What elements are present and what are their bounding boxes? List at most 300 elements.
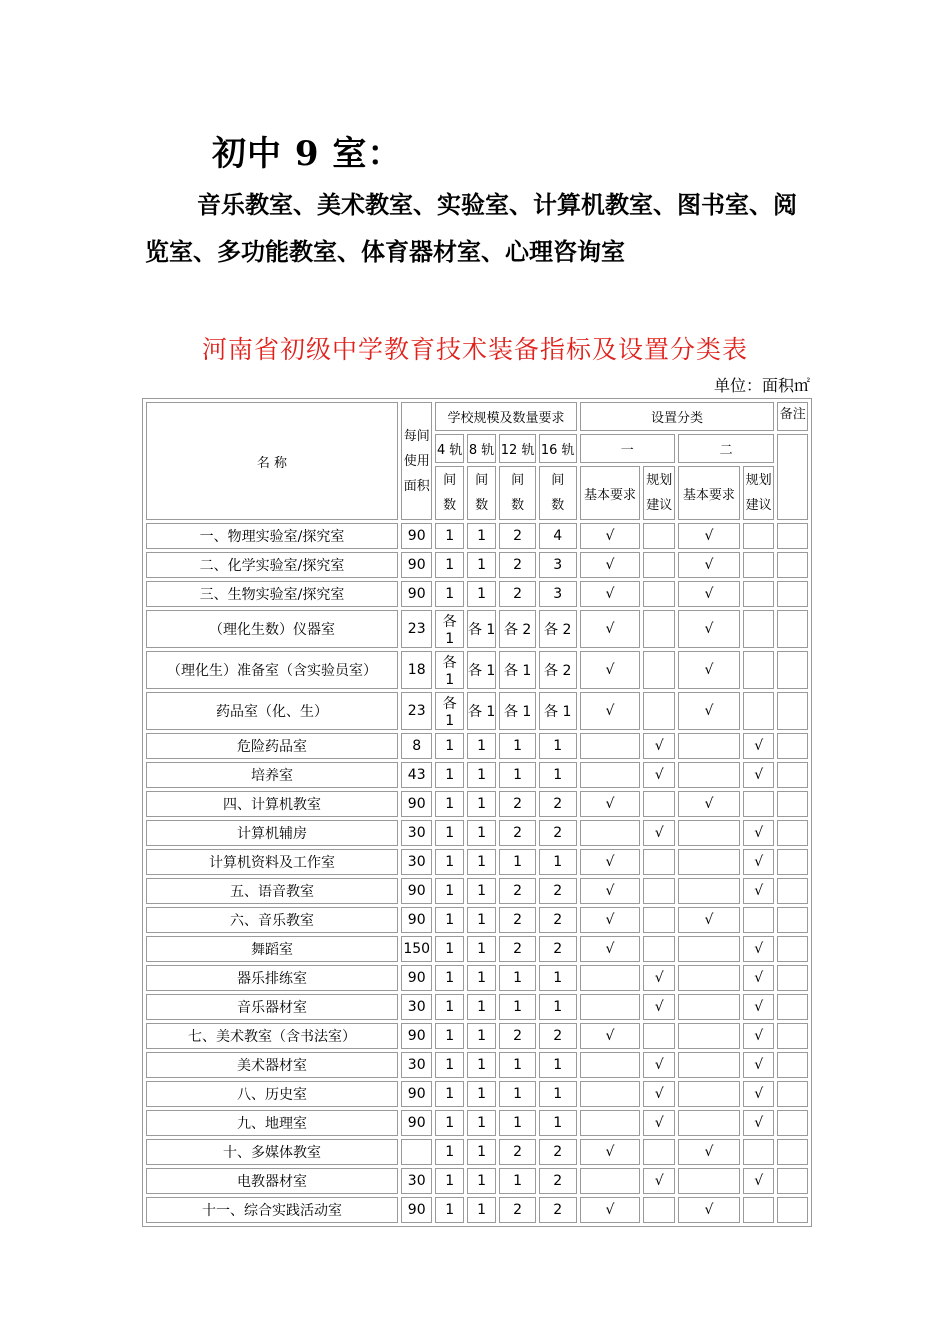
cell-4-tracks: 1 [435,733,463,759]
cell-remark [777,1110,808,1136]
cell-cat2-plan [743,523,775,549]
cell-cat1-basic [580,994,641,1020]
cell-area: 23 [401,692,432,730]
cell-cat1-plan [643,523,674,549]
cell-4-tracks: 各 1 [435,610,463,648]
plan-label-line2: 建议 [745,498,772,513]
cell-cat1-plan: √ [643,1110,674,1136]
cell-16-tracks: 2 [539,1139,577,1165]
table-row [146,733,808,759]
cell-8-tracks: 1 [467,523,496,549]
cell-16-tracks: 1 [539,1052,577,1078]
shu-label: 数 [551,498,565,513]
cell-cat2-basic [678,965,740,991]
cell-room-name: 舞蹈室 [146,936,398,962]
col-header-area [401,402,432,520]
col-header-area-line3: 面积 [403,478,430,494]
cell-remark [777,1197,808,1223]
cell-remark [777,936,808,962]
cell-remark [777,581,808,607]
cell-8-tracks: 1 [467,762,496,788]
table-row [146,581,808,607]
cell-4-tracks: 各 1 [435,651,463,689]
cell-area: 90 [401,1023,432,1049]
cell-cat1-basic: √ [580,692,641,730]
cell-cat1-basic: √ [580,878,641,904]
table-row [146,1052,808,1078]
cell-room-name: 计算机辅房 [146,820,398,846]
cell-cat1-basic: √ [580,581,641,607]
cell-cat1-plan [643,1023,674,1049]
table-row [146,1168,808,1194]
plan-label-line2: 建议 [646,498,673,513]
cell-4-tracks: 1 [435,820,463,846]
cell-cat1-basic: √ [580,1139,641,1165]
cell-area: 18 [401,651,432,689]
cell-cat1-plan [643,1139,674,1165]
cell-cat1-plan [643,610,674,648]
cell-remark [777,1023,808,1049]
cell-cat2-plan [743,651,775,689]
cell-16-tracks: 3 [539,552,577,578]
cell-cat1-basic [580,1081,641,1107]
table-row [146,523,808,549]
cell-cat1-basic [580,762,641,788]
table-row [146,791,808,817]
cell-room-name: 培养室 [146,762,398,788]
cell-cat2-basic: √ [678,692,740,730]
cell-12-tracks: 1 [499,1052,536,1078]
cell-area: 90 [401,552,432,578]
col-header-12-count [499,466,536,520]
cell-cat2-basic: √ [678,907,740,933]
cell-8-tracks: 1 [467,965,496,991]
cell-12-tracks: 2 [499,878,536,904]
cell-cat2-plan: √ [743,965,775,991]
cell-16-tracks: 各 1 [539,692,577,730]
cell-cat2-plan: √ [743,1081,775,1107]
cell-8-tracks: 1 [467,791,496,817]
cell-cat2-plan: √ [743,1052,775,1078]
cell-cat2-basic [678,820,740,846]
col-header-remark-spacer [777,434,808,520]
cell-remark [777,1168,808,1194]
table-row [146,820,808,846]
cell-8-tracks: 1 [467,552,496,578]
cell-room-name: （理化生数）仪器室 [146,610,398,648]
cell-cat2-plan: √ [743,878,775,904]
cell-cat1-plan: √ [643,1081,674,1107]
cell-cat2-basic [678,762,740,788]
cell-16-tracks: 2 [539,820,577,846]
cell-12-tracks: 1 [499,849,536,875]
cell-12-tracks: 2 [499,552,536,578]
cell-cat1-basic [580,733,641,759]
header-row-1 [146,402,808,431]
cell-4-tracks: 1 [435,907,463,933]
cell-cat2-basic [678,1023,740,1049]
cell-8-tracks: 1 [467,820,496,846]
cell-cat1-plan: √ [643,1168,674,1194]
cell-12-tracks: 各 1 [499,651,536,689]
cell-remark [777,1081,808,1107]
cell-12-tracks: 1 [499,762,536,788]
cell-cat1-basic: √ [580,907,641,933]
cell-cat1-basic [580,1052,641,1078]
table-row [146,849,808,875]
cell-12-tracks: 各 1 [499,692,536,730]
cell-area: 90 [401,1110,432,1136]
cell-cat1-plan: √ [643,820,674,846]
cell-12-tracks: 各 2 [499,610,536,648]
cell-room-name: 电教器材室 [146,1168,398,1194]
cell-room-name: 十、多媒体教室 [146,1139,398,1165]
cell-area: 43 [401,762,432,788]
table-row [146,965,808,991]
col-header-cat2-plan [743,466,775,520]
cell-8-tracks: 1 [467,907,496,933]
cell-remark [777,791,808,817]
cell-cat2-basic [678,733,740,759]
cell-8-tracks: 1 [467,849,496,875]
cell-16-tracks: 2 [539,1197,577,1223]
cell-area: 150 [401,936,432,962]
cell-area: 90 [401,523,432,549]
table-row [146,762,808,788]
cell-16-tracks: 1 [539,965,577,991]
cell-area: 90 [401,878,432,904]
cell-remark [777,965,808,991]
cell-12-tracks: 1 [499,1168,536,1194]
col-header-12-tracks: 12 轨 [499,434,536,463]
cell-cat2-basic: √ [678,1197,740,1223]
cell-8-tracks: 1 [467,1081,496,1107]
cell-area: 30 [401,849,432,875]
cell-remark [777,733,808,759]
cell-4-tracks: 1 [435,523,463,549]
cell-remark [777,994,808,1020]
col-header-name: 名 称 [146,402,398,520]
cell-remark [777,1139,808,1165]
cell-cat1-plan: √ [643,733,674,759]
cell-8-tracks: 各 1 [467,692,496,730]
cell-cat1-plan [643,849,674,875]
cell-4-tracks: 1 [435,1110,463,1136]
cell-area: 90 [401,581,432,607]
cell-12-tracks: 2 [499,820,536,846]
cell-16-tracks: 各 2 [539,651,577,689]
cell-16-tracks: 各 2 [539,610,577,648]
cell-room-name: （理化生）准备室（含实验员室） [146,651,398,689]
cell-8-tracks: 1 [467,1139,496,1165]
cell-cat1-basic: √ [580,936,641,962]
page-heading: 初中 9 室： [212,134,403,174]
cell-4-tracks: 1 [435,994,463,1020]
cell-room-name: 计算机资料及工作室 [146,849,398,875]
col-header-area-line1: 每间 [403,428,430,444]
col-header-category-2: 二 [678,434,774,463]
table-row [146,994,808,1020]
cell-4-tracks: 1 [435,1139,463,1165]
cell-16-tracks: 1 [539,994,577,1020]
cell-cat2-basic: √ [678,552,740,578]
table-row [146,1081,808,1107]
cell-cat2-plan [743,1139,775,1165]
cell-cat2-plan: √ [743,820,775,846]
cell-12-tracks: 2 [499,1197,536,1223]
cell-16-tracks: 2 [539,878,577,904]
cell-4-tracks: 1 [435,1023,463,1049]
table-row [146,552,808,578]
cell-8-tracks: 1 [467,878,496,904]
col-header-cat1-plan [643,466,674,520]
cell-cat1-basic: √ [580,552,641,578]
cell-cat2-basic: √ [678,523,740,549]
cell-cat2-plan: √ [743,849,775,875]
cell-room-name: 八、历史室 [146,1081,398,1107]
jian-label: 间 [511,473,525,488]
cell-area: 8 [401,733,432,759]
cell-8-tracks: 1 [467,994,496,1020]
cell-remark [777,1052,808,1078]
table-row [146,610,808,648]
cell-cat1-basic [580,965,641,991]
cell-cat1-basic [580,1168,641,1194]
cell-cat1-basic: √ [580,1023,641,1049]
cell-cat2-plan [743,581,775,607]
cell-8-tracks: 1 [467,1168,496,1194]
cell-16-tracks: 1 [539,762,577,788]
cell-remark [777,820,808,846]
cell-16-tracks: 4 [539,523,577,549]
jian-label: 间 [551,473,565,488]
cell-area: 90 [401,907,432,933]
col-header-remark: 备注 [777,402,808,431]
cell-cat2-plan: √ [743,936,775,962]
cell-4-tracks: 1 [435,1081,463,1107]
cell-16-tracks: 1 [539,1081,577,1107]
col-header-4-count [435,466,463,520]
col-header-category: 设置分类 [580,402,775,431]
cell-4-tracks: 1 [435,965,463,991]
cell-12-tracks: 2 [499,1139,536,1165]
cell-cat2-basic [678,849,740,875]
cell-cat1-plan [643,791,674,817]
cell-area: 90 [401,1197,432,1223]
cell-8-tracks: 1 [467,1197,496,1223]
cell-area: 30 [401,994,432,1020]
cell-12-tracks: 2 [499,523,536,549]
cell-room-name: 二、化学实验室/探究室 [146,552,398,578]
cell-cat2-basic [678,878,740,904]
cell-4-tracks: 1 [435,878,463,904]
cell-remark [777,552,808,578]
cell-area: 90 [401,791,432,817]
shu-label: 数 [443,498,457,513]
cell-area: 30 [401,1052,432,1078]
cell-4-tracks: 1 [435,581,463,607]
table-row [146,878,808,904]
cell-cat2-basic: √ [678,1139,740,1165]
cell-room-name: 四、计算机教室 [146,791,398,817]
cell-8-tracks: 各 1 [467,610,496,648]
cell-area: 30 [401,1168,432,1194]
cell-8-tracks: 1 [467,1110,496,1136]
col-header-16-count [539,466,577,520]
cell-16-tracks: 1 [539,733,577,759]
shu-label: 数 [475,498,489,513]
table-row [146,1023,808,1049]
table-row [146,692,808,730]
col-header-16-tracks: 16 轨 [539,434,577,463]
jian-label: 间 [443,473,457,488]
table-row [146,907,808,933]
cell-16-tracks: 2 [539,936,577,962]
table-row [146,651,808,689]
cell-cat1-basic: √ [580,1197,641,1223]
cell-4-tracks: 各 1 [435,692,463,730]
table-row [146,936,808,962]
cell-remark [777,651,808,689]
cell-cat2-plan [743,791,775,817]
cell-16-tracks: 2 [539,1168,577,1194]
cell-cat1-basic: √ [580,523,641,549]
cell-8-tracks: 1 [467,936,496,962]
col-header-cat2-basic: 基本要求 [678,466,740,520]
cell-cat2-plan: √ [743,1110,775,1136]
cell-4-tracks: 1 [435,762,463,788]
col-header-4-tracks: 4 轨 [435,434,463,463]
cell-16-tracks: 2 [539,1023,577,1049]
table-row [146,1110,808,1136]
cell-cat1-basic: √ [580,610,641,648]
col-header-scale: 学校规模及数量要求 [435,402,576,431]
cell-cat1-plan [643,651,674,689]
cell-cat2-plan [743,907,775,933]
cell-8-tracks: 1 [467,1052,496,1078]
cell-cat2-basic [678,1110,740,1136]
cell-remark [777,878,808,904]
cell-12-tracks: 1 [499,733,536,759]
cell-cat1-basic: √ [580,791,641,817]
cell-remark [777,762,808,788]
cell-4-tracks: 1 [435,849,463,875]
cell-cat2-plan [743,610,775,648]
cell-cat1-plan [643,581,674,607]
cell-cat1-plan: √ [643,1052,674,1078]
cell-room-name: 器乐排练室 [146,965,398,991]
cell-room-name: 一、物理实验室/探究室 [146,523,398,549]
cell-16-tracks: 2 [539,907,577,933]
cell-4-tracks: 1 [435,936,463,962]
intro-paragraph: 音乐教室、美术教室、实验室、计算机教室、图书室、阅览室、多功能教室、体育器材室、心理咨询室 [145,190,797,266]
cell-12-tracks: 2 [499,1023,536,1049]
jian-label: 间 [475,473,489,488]
cell-cat2-plan: √ [743,733,775,759]
cell-cat2-basic [678,936,740,962]
cell-4-tracks: 1 [435,791,463,817]
cell-remark [777,849,808,875]
col-header-8-count [467,466,496,520]
cell-16-tracks: 1 [539,1110,577,1136]
col-header-category-1: 一 [580,434,675,463]
cell-cat1-plan [643,1197,674,1223]
plan-label-line1: 规划 [646,473,673,488]
cell-cat2-basic [678,1081,740,1107]
cell-cat1-plan [643,878,674,904]
cell-cat1-plan [643,936,674,962]
cell-cat2-plan: √ [743,762,775,788]
cell-room-name: 美术器材室 [146,1052,398,1078]
cell-cat2-basic [678,1168,740,1194]
cell-cat2-plan: √ [743,994,775,1020]
cell-cat1-plan [643,552,674,578]
cell-area [401,1139,432,1165]
cell-cat1-basic [580,1110,641,1136]
cell-area: 90 [401,1081,432,1107]
cell-8-tracks: 1 [467,1023,496,1049]
shu-label: 数 [511,498,525,513]
cell-cat2-plan [743,692,775,730]
cell-12-tracks: 2 [499,907,536,933]
cell-area: 23 [401,610,432,648]
cell-cat2-basic: √ [678,651,740,689]
cell-room-name: 七、美术教室（含书法室） [146,1023,398,1049]
cell-cat2-basic [678,994,740,1020]
equipment-table-container [142,398,812,1227]
table-title: 河南省初级中学教育技术装备指标及设置分类表 [201,335,748,364]
cell-cat1-basic: √ [580,849,641,875]
table-row [146,1197,808,1223]
cell-cat1-plan: √ [643,762,674,788]
cell-area: 30 [401,820,432,846]
cell-12-tracks: 2 [499,791,536,817]
cell-12-tracks: 2 [499,581,536,607]
cell-12-tracks: 1 [499,994,536,1020]
cell-12-tracks: 1 [499,965,536,991]
cell-8-tracks: 各 1 [467,651,496,689]
cell-room-name: 药品室（化、生） [146,692,398,730]
cell-cat2-plan: √ [743,1023,775,1049]
equipment-table [142,398,812,1227]
cell-room-name: 三、生物实验室/探究室 [146,581,398,607]
cell-cat1-basic: √ [580,651,641,689]
cell-cat2-plan [743,552,775,578]
cell-cat1-plan [643,907,674,933]
cell-cat2-basic [678,1052,740,1078]
cell-12-tracks: 2 [499,936,536,962]
cell-4-tracks: 1 [435,1052,463,1078]
cell-4-tracks: 1 [435,1197,463,1223]
cell-12-tracks: 1 [499,1081,536,1107]
cell-cat1-plan [643,692,674,730]
cell-remark [777,692,808,730]
cell-cat2-basic: √ [678,610,740,648]
cell-cat2-plan [743,1197,775,1223]
cell-12-tracks: 1 [499,1110,536,1136]
cell-room-name: 十一、综合实践活动室 [146,1197,398,1223]
cell-cat2-basic: √ [678,581,740,607]
cell-8-tracks: 1 [467,581,496,607]
cell-remark [777,907,808,933]
cell-room-name: 六、音乐教室 [146,907,398,933]
cell-cat1-plan: √ [643,965,674,991]
col-header-cat1-basic: 基本要求 [580,466,641,520]
cell-room-name: 危险药品室 [146,733,398,759]
col-header-8-tracks: 8 轨 [467,434,496,463]
cell-cat2-basic: √ [678,791,740,817]
cell-16-tracks: 1 [539,849,577,875]
